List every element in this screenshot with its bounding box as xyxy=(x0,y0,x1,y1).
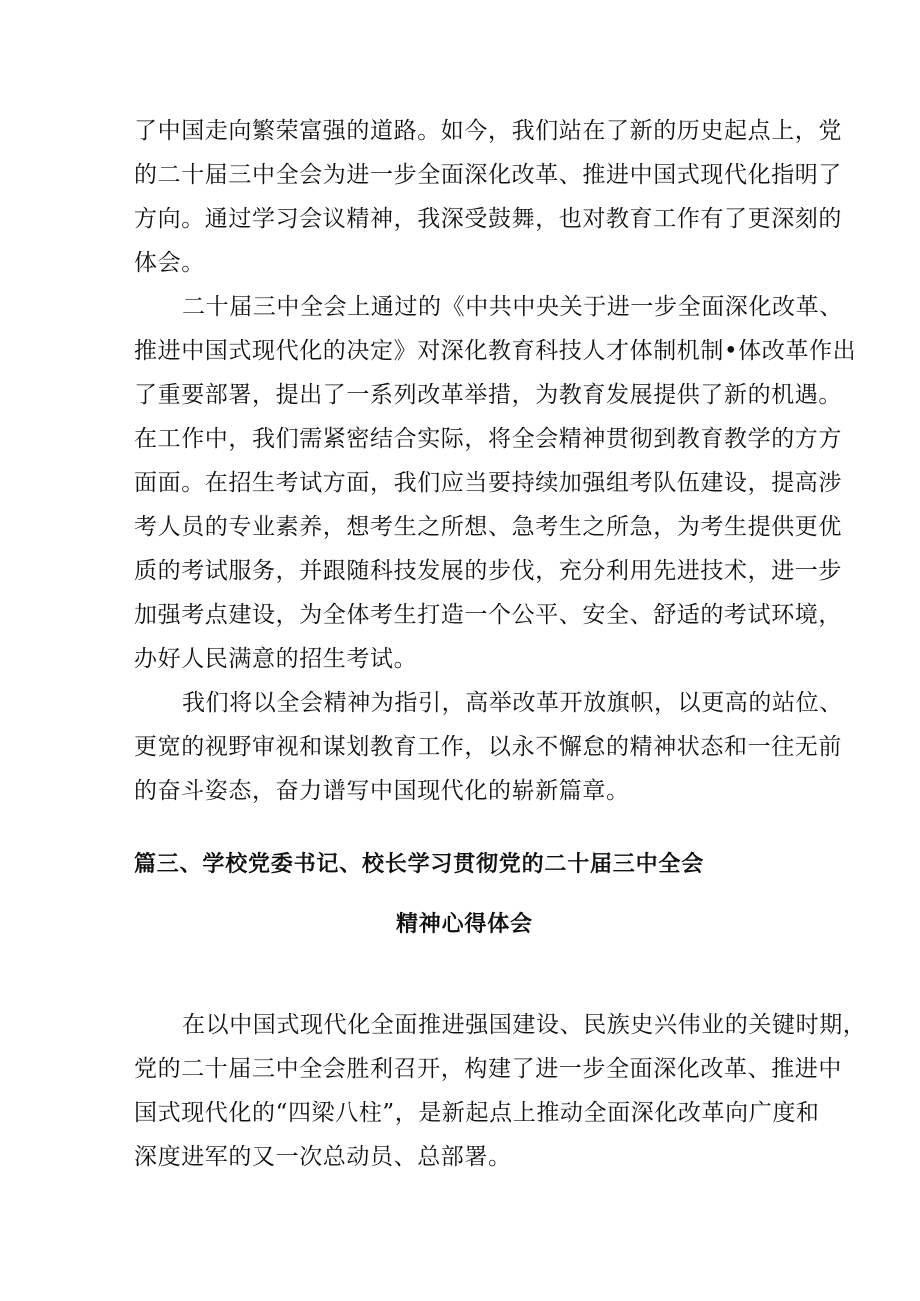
paragraph-1-line-1: 了中国走向繁荣富强的道路。如今，我们站在了新的历史起点上，党 xyxy=(134,118,842,144)
paragraph-3-line-3: 的奋斗姿态，奋力谱写中国现代化的崭新篇章。 xyxy=(134,778,630,804)
paragraph-4-line-2: 党的二十届三中全会胜利召开，构建了进一步全面深化改革、推进中 xyxy=(134,1056,842,1082)
paragraph-2-line-5: 面面。在招生考试方面，我们应当要持续加强组考队伍建设，提高涉 xyxy=(134,470,842,496)
paragraph-2-line-1: 二十届三中全会上通过的《中共中央关于进一步全面深化改革、 xyxy=(182,294,843,320)
paragraph-3-line-1: 我们将以全会精神为指引，高举改革开放旗帜，以更高的站位、 xyxy=(182,690,843,716)
paragraph-4-line-3: 国式现代化的“四梁八柱”，是新起点上推动全面深化改革向广度和 xyxy=(134,1100,820,1126)
paragraph-4-line-1: 在以中国式现代化全面推进强国建设、民族史兴伟业的关键时期， xyxy=(182,1012,867,1038)
paragraph-2-line-2: 推进中国式现代化的决定》对深化教育科技人才体制机制•体改革作出 xyxy=(134,338,857,364)
paragraph-2-line-6: 考人员的专业素养，想考生之所想、急考生之所急，为考生提供更优 xyxy=(134,514,842,540)
paragraph-1-line-3: 方向。通过学习会议精神，我深受鼓舞，也对教育工作有了更深刻的 xyxy=(134,206,842,232)
paragraph-1-line-2: 的二十届三中全会为进一步全面深化改革、推进中国式现代化指明了 xyxy=(134,162,842,188)
paragraph-2-line-8: 加强考点建设，为全体考生打造一个公平、安全、舒适的考试环境， xyxy=(134,602,842,628)
section-heading-line-1: 篇三、学校党委书记、校长学习贯彻党的二十届三中全会 xyxy=(134,852,705,877)
paragraph-2-line-7: 质的考试服务，并跟随科技发展的步伐，充分利用先进技术，进一步 xyxy=(134,558,842,584)
paragraph-2-line-9: 办好人民满意的招生考试。 xyxy=(134,646,418,672)
paragraph-1-line-4: 体会。 xyxy=(134,250,205,276)
paragraph-2-line-3: 了重要部署，提出了一系列改革举措，为教育发展提供了新的机遇。 xyxy=(134,382,842,408)
paragraph-4-line-4: 深度进军的又一次总动员、总部署。 xyxy=(134,1144,512,1170)
paragraph-2-line-4: 在工作中，我们需紧密结合实际，将全会精神贯彻到教育教学的方方 xyxy=(134,426,842,452)
paragraph-3-line-2: 更宽的视野审视和谋划教育工作，以永不懈怠的精神状态和一往无前 xyxy=(134,734,842,760)
section-heading-line-2: 精神心得体会 xyxy=(396,912,533,937)
